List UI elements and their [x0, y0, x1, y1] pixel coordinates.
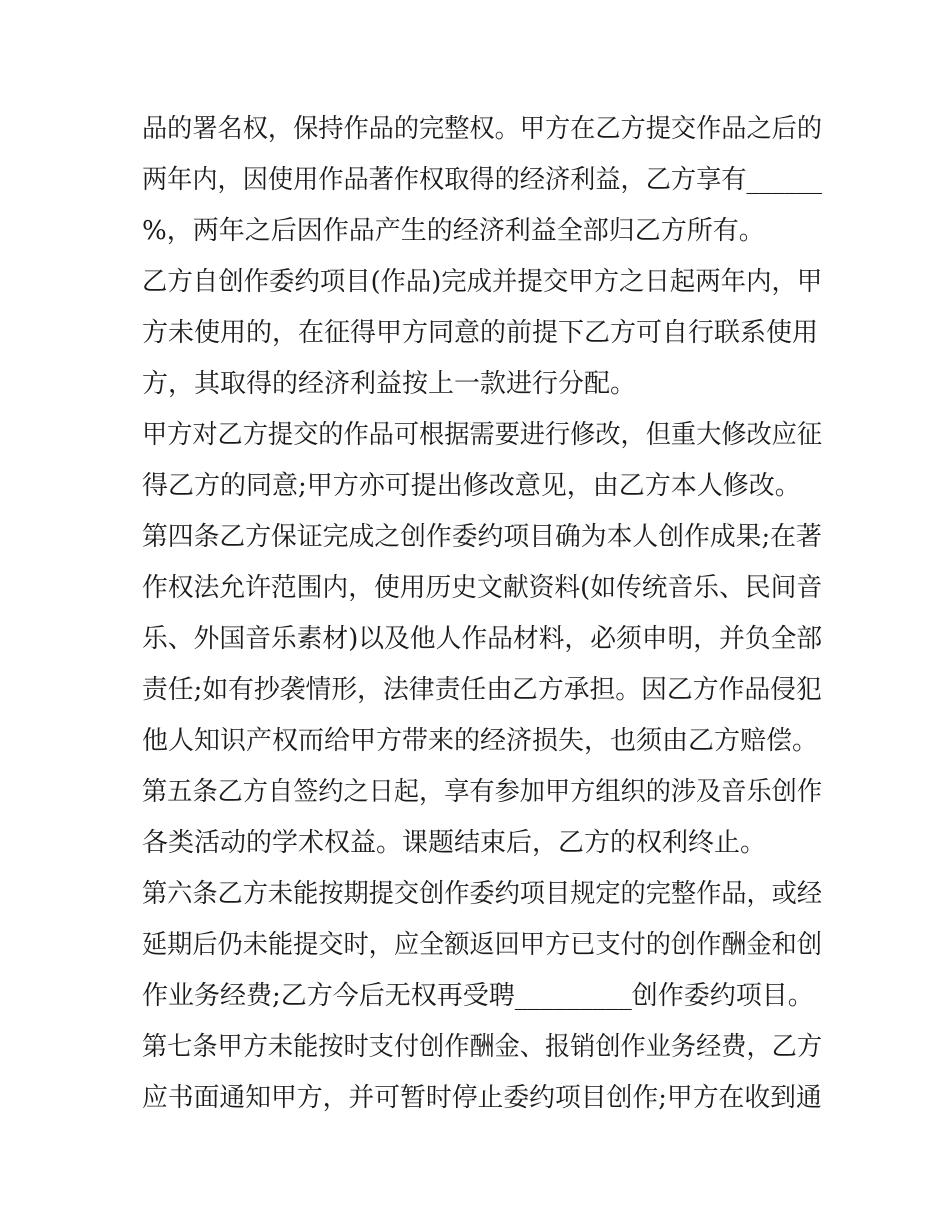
text-line: 延期后仍未能提交时，应全额返回甲方已支付的创作酬金和创 — [142, 930, 823, 960]
text-line: 作业务经费;乙方今后无权再受聘_________创作委约项目。 — [142, 981, 814, 1011]
text-line: 他人知识产权而给甲方带来的经济损失，也须由乙方赔偿。 — [142, 726, 819, 756]
text-line: 方未使用的，在征得甲方同意的前提下乙方可自行联系使用 — [142, 318, 819, 348]
text-line: 第五条乙方自签约之日起，享有参加甲方组织的涉及音乐创作 — [142, 777, 823, 807]
text-line: 得乙方的同意;甲方亦可提出修改意见，由乙方本人修改。 — [142, 471, 801, 501]
text-line: %，两年之后因作品产生的经济利益全部归乙方所有。 — [142, 216, 765, 246]
text-line: 甲方对乙方提交的作品可根据需要进行修改，但重大修改应征 — [142, 420, 823, 450]
text-line: 两年内，因使用作品著作权取得的经济利益，乙方享有______ — [142, 165, 823, 195]
text-line: 各类活动的学术权益。课题结束后，乙方的权利终止。 — [142, 828, 767, 858]
text-line: 乐、外国音乐素材)以及他人作品材料，必须申明，并负全部 — [142, 624, 823, 654]
text-line: 第六条乙方未能按期提交创作委约项目规定的完整作品，或经 — [142, 879, 823, 909]
text-line: 责任;如有抄袭情形，法律责任由乙方承担。因乙方作品侵犯 — [142, 675, 822, 705]
text-line: 应书面通知甲方，并可暂时停止委约项目创作;甲方在收到通 — [142, 1083, 822, 1113]
text-line: 品的署名权，保持作品的完整权。甲方在乙方提交作品之后的 — [142, 114, 823, 144]
text-line: 乙方自创作委约项目(作品)完成并提交甲方之日起两年内，甲 — [142, 267, 823, 297]
text-line: 第七条甲方未能按时支付创作酬金、报销创作业务经费，乙方 — [142, 1032, 823, 1062]
text-line: 作权法允许范围内，使用历史文献资料(如传统音乐、民间音 — [142, 573, 823, 603]
text-line: 方，其取得的经济利益按上一款进行分配。 — [142, 369, 637, 399]
text-line: 第四条乙方保证完成之创作委约项目确为本人创作成果;在著 — [142, 522, 822, 552]
